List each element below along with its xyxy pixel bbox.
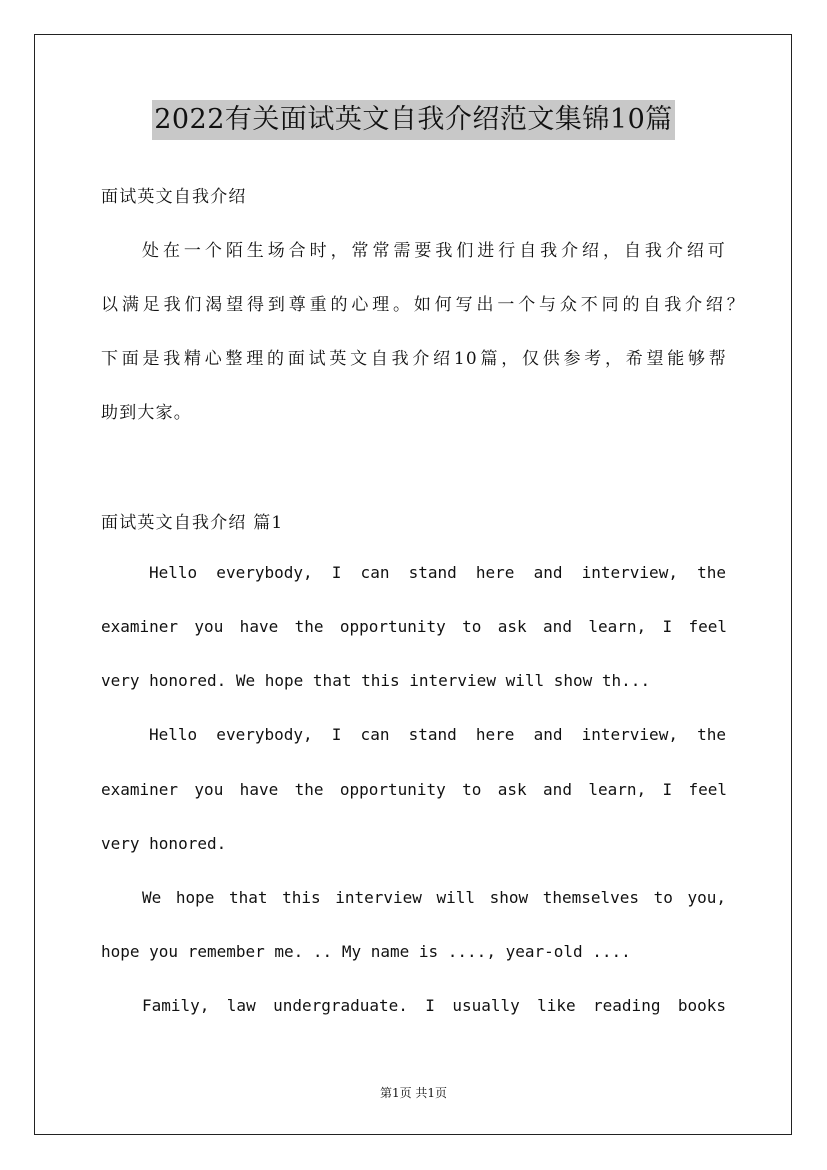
body-line: Hello everybody, I can stand here and interview, the (149, 563, 726, 582)
intro-line: 处在一个陌生场合时，常常需要我们进行自我介绍，自我介绍可 (142, 241, 726, 261)
body-line: examiner you have the opportunity to ask and learn, I feel (101, 617, 727, 636)
body-line: very honored. We hope that this interview will show th... (101, 671, 651, 690)
intro-line: 助到大家。 (101, 403, 192, 423)
body-line: Family, law undergraduate. I usually like reading books (142, 996, 726, 1015)
article-heading: 面试英文自我介绍 篇1 (101, 513, 284, 533)
body-line: examiner you have the opportunity to ask and learn, I feel (101, 780, 727, 799)
intro-line: 下面是我精心整理的面试英文自我介绍10篇，仅供参考，希望能够帮 (101, 349, 727, 369)
intro-line: 以满足我们渴望得到尊重的心理。如何写出一个与众不同的自我介绍？ (101, 295, 745, 315)
page-footer: 第1页 共1页 (379, 1086, 448, 1100)
body-line: hope you remember me. .. My name is ...., year-old .... (101, 942, 631, 961)
body-line: We hope that this interview will show themselves to you, (142, 888, 726, 907)
document-title: 2022有关面试英文自我介绍范文集锦10篇 (152, 100, 675, 140)
section-heading: 面试英文自我介绍 (101, 187, 247, 207)
title-container (0, 100, 827, 140)
body-line: very honored. (101, 834, 227, 853)
body-line: Hello everybody, I can stand here and interview, the (149, 725, 726, 744)
